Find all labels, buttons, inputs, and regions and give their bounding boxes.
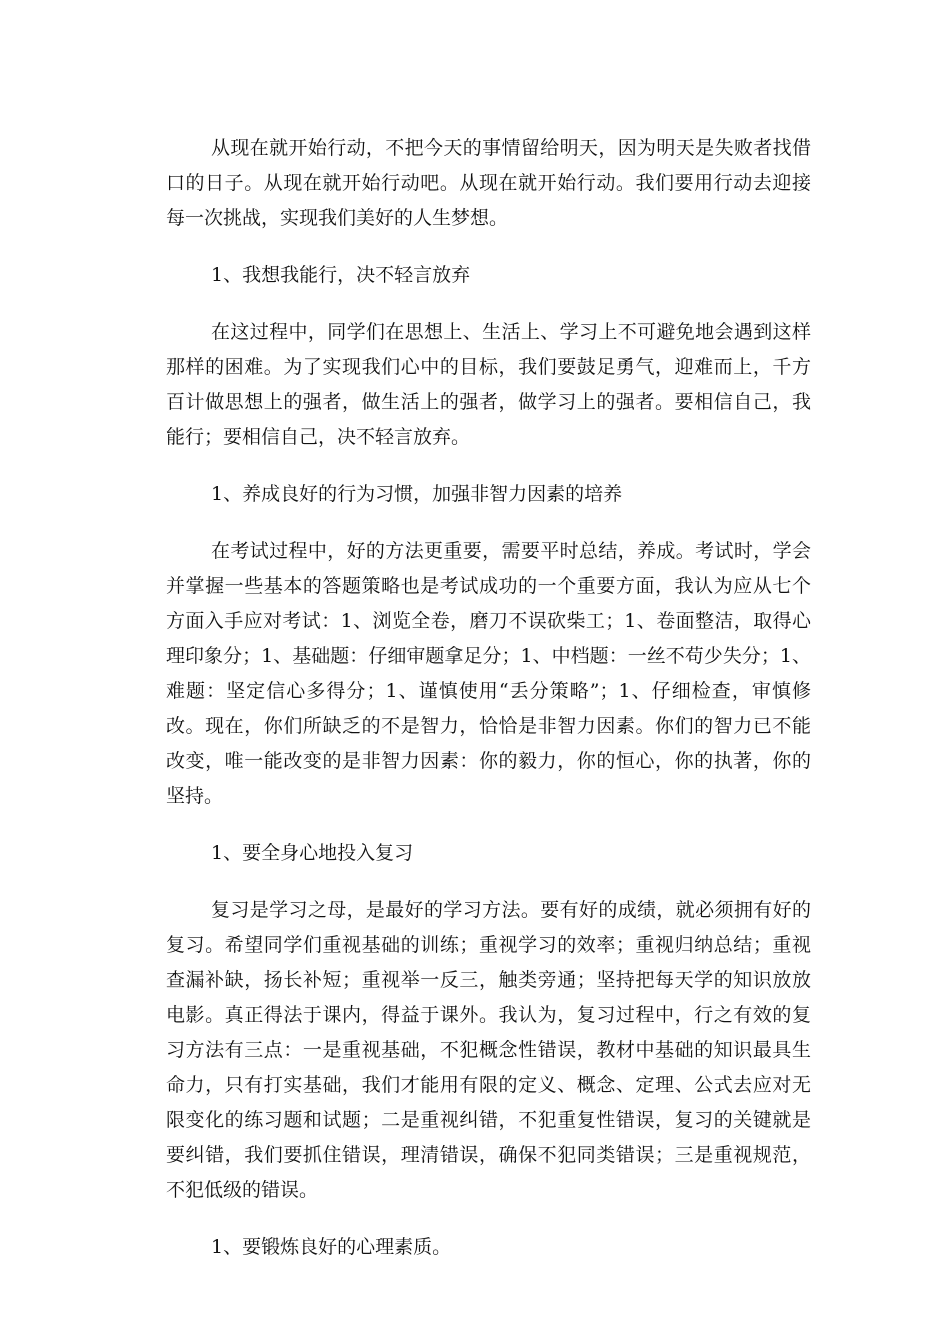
heading-good-habits: 1、养成良好的行为习惯，加强非智力因素的培养 [211, 483, 623, 505]
paragraph-exam-strategy: 在考试过程中，好的方法更重要，需要平时总结，养成。考试时，学会并掌握一些基本的答题策略也是考试成功的一个重要方面，我认为应从七个方面入手应对考试：1、浏览全卷，磨刀不误砍柴工；1、卷面整洁，取得心理印象分；1、基础题：仔细审题拿足分；1、中档题：一丝不苟少失分；1、难题：坚定信心多得分；1、谨慎使用“丢分策略”；1、仔细检查，审慎修改。现在，你们所缺乏的不是智力，恰恰是非智力因素。你们的智力已不能改变，唯一能改变的是非智力因素：你的毅力，你的恒心，你的执著，你的坚持。 [166, 540, 811, 807]
paragraph-overcome-difficulties: 在这过程中，同学们在思想上、生活上、学习上不可避免地会遇到这样那样的困难。为了实现我们心中的目标，我们要鼓足勇气，迎难而上，千方百计做思想上的强者，做生活上的强者，做学习上的强者。要相信自己，我能行；要相信自己，决不轻言放弃。 [166, 321, 811, 448]
paragraph-review-methods: 复习是学习之母，是最好的学习方法。要有好的成绩，就必须拥有好的复习。希望同学们重视基础的训练；重视学习的效率；重视归纳总结；重视查漏补缺，扬长补短；重视举一反三，触类旁通；坚持把每天学的知识放放电影。真正得法于课内，得益于课外。我认为，复习过程中，行之有效的复习方法有三点：一是重视基础，不犯概念性错误，教材中基础的知识最具生命力，只有打实基础，我们才能用有限的定义、概念、定理、公式去应对无限变化的练习题和试题；二是重视纠错，不犯重复性错误，复习的关键就是要纠错，我们要抓住错误，理清错误，确保不犯同类错误；三是重视规范，不犯低级的错误。 [166, 899, 811, 1201]
document-body [166, 131, 811, 1287]
heading-i-can-do-it: 1、我想我能行，决不轻言放弃 [211, 264, 471, 286]
heading-devote-to-review: 1、要全身心地投入复习 [211, 842, 414, 864]
heading-psychological-quality: 1、要锻炼良好的心理素质。 [211, 1236, 452, 1258]
paragraph-take-action: 从现在就开始行动，不把今天的事情留给明天，因为明天是失败者找借口的日子。从现在就开始行动吧。从现在就开始行动。我们要用行动去迎接每一次挑战，实现我们美好的人生梦想。 [166, 137, 811, 229]
